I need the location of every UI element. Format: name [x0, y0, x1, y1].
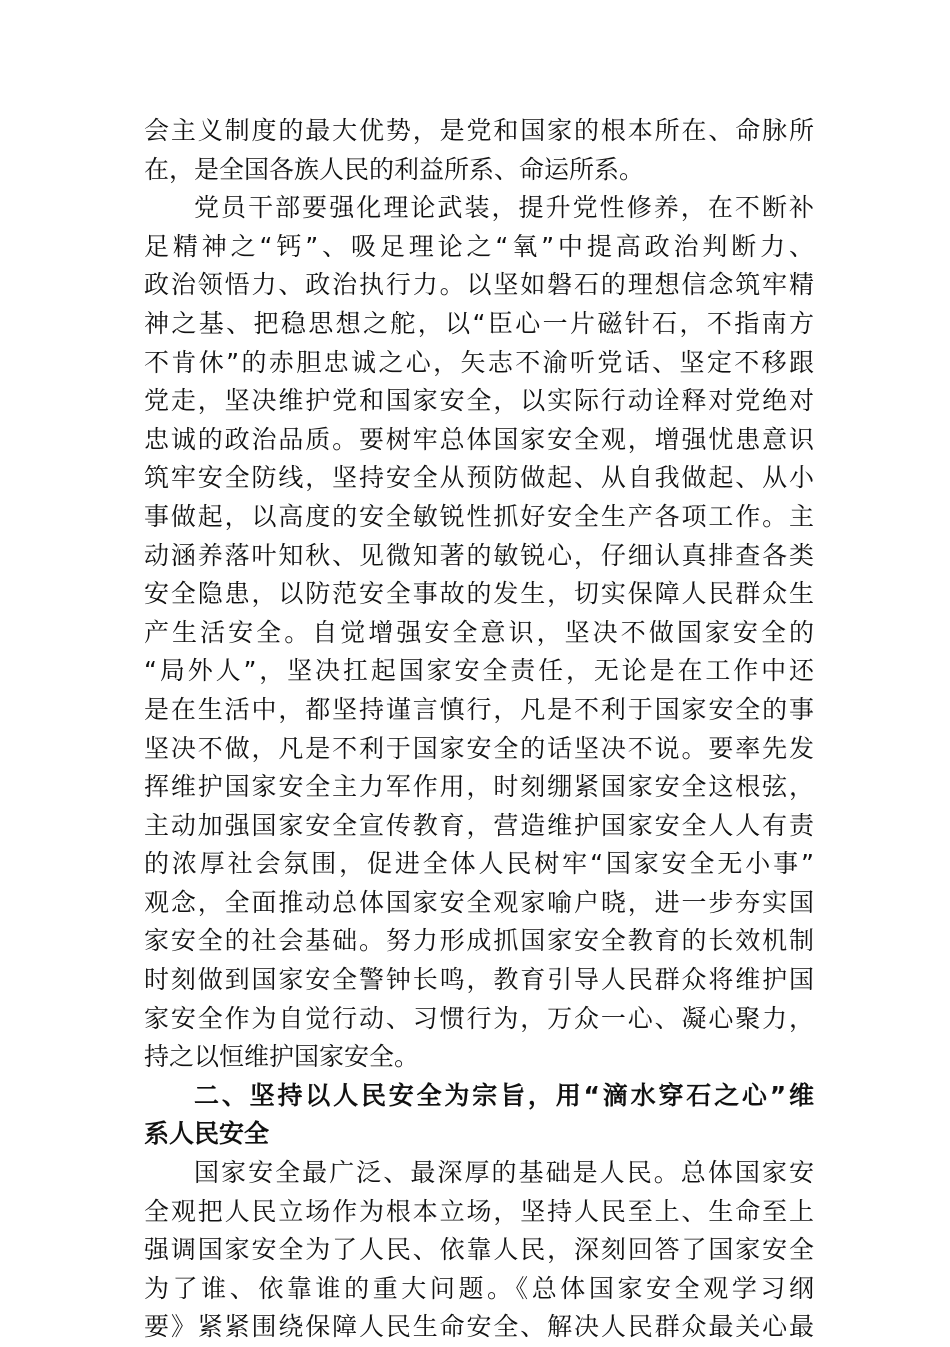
text-line: 坚决不做，凡是不利于国家安全的话坚决不说。要率先发 [144, 733, 814, 763]
text-line: 全观把人民立场作为根本立场，坚持人民至上、生命至上 [144, 1196, 814, 1226]
text-line: 家安全的社会基础。努力形成抓国家安全教育的长效机制 [144, 926, 814, 956]
text-line: 强调国家安全为了人民、依靠人民，深刻回答了国家安全 [144, 1235, 814, 1265]
text-line: 党员干部要强化理论武装，提升党性修养，在不断补 [194, 193, 814, 223]
text-line: 要》紧紧围绕保障人民生命安全、解决人民群众最关心最 [144, 1312, 814, 1342]
text-line: 观念，全面推动总体国家安全观家喻户晓，进一步夯实国 [144, 887, 814, 917]
text-line: 动涵养落叶知秋、见微知著的敏锐心，仔细认真排查各类 [144, 540, 814, 570]
section-heading: 系人民安全 [144, 1119, 270, 1149]
text-line: 在，是全国各族人民的利益所系、命运所系。 [144, 154, 645, 184]
text-line: 安全隐患，以防范安全事故的发生，切实保障人民群众生 [144, 579, 814, 609]
text-line: 持之以恒维护国家安全。 [144, 1042, 420, 1072]
text-line: 政治领悟力、政治执行力。以坚如磐石的理想信念筑牢精 [144, 270, 814, 300]
text-line: “局外人”，坚决扛起国家安全责任，无论是在工作中还 [144, 656, 814, 686]
text-line: 挥维护国家安全主力军作用，时刻绷紧国家安全这根弦， [144, 772, 814, 802]
text-line: 国家安全最广泛、最深厚的基础是人民。总体国家安 [194, 1158, 814, 1188]
text-line: 足精神之“钙”、吸足理论之“氧”中提高政治判断力、 [144, 231, 814, 261]
text-line: 家安全作为自觉行动、习惯行为，万众一心、凝心聚力， [144, 1003, 814, 1033]
text-line: 忠诚的政治品质。要树牢总体国家安全观，增强忧患意识 [144, 424, 814, 454]
text-line: 产生活安全。自觉增强安全意识，坚决不做国家安全的 [144, 617, 814, 647]
text-line: 筑牢安全防线，坚持安全从预防做起、从自我做起、从小 [144, 463, 814, 493]
text-line: 事做起，以高度的安全敏锐性抓好安全生产各项工作。主 [144, 501, 814, 531]
text-line: 时刻做到国家安全警钟长鸣，教育引导人民群众将维护国 [144, 965, 814, 995]
text-line: 神之基、把稳思想之舵，以“臣心一片磁针石，不指南方 [144, 308, 814, 338]
text-line: 主动加强国家安全宣传教育，营造维护国家安全人人有责 [144, 810, 814, 840]
text-line: 为了谁、依靠谁的重大问题。《总体国家安全观学习纲 [144, 1273, 814, 1303]
text-line: 会主义制度的最大优势，是党和国家的根本所在、命脉所 [144, 116, 814, 145]
text-line: 的浓厚社会氛围，促进全体人民树牢“国家安全无小事” [144, 849, 814, 879]
text-line: 是在生活中，都坚持谨言慎行，凡是不利于国家安全的事 [144, 694, 814, 724]
text-line: 不肯休”的赤胆忠诚之心，矢志不渝听党话、坚定不移跟 [144, 347, 814, 377]
text-line: 党走，坚决维护党和国家安全，以实际行动诠释对党绝对 [144, 386, 814, 416]
document-body [144, 112, 814, 1347]
section-heading: 二、坚持以人民安全为宗旨，用“滴水穿石之心”维 [194, 1080, 814, 1110]
